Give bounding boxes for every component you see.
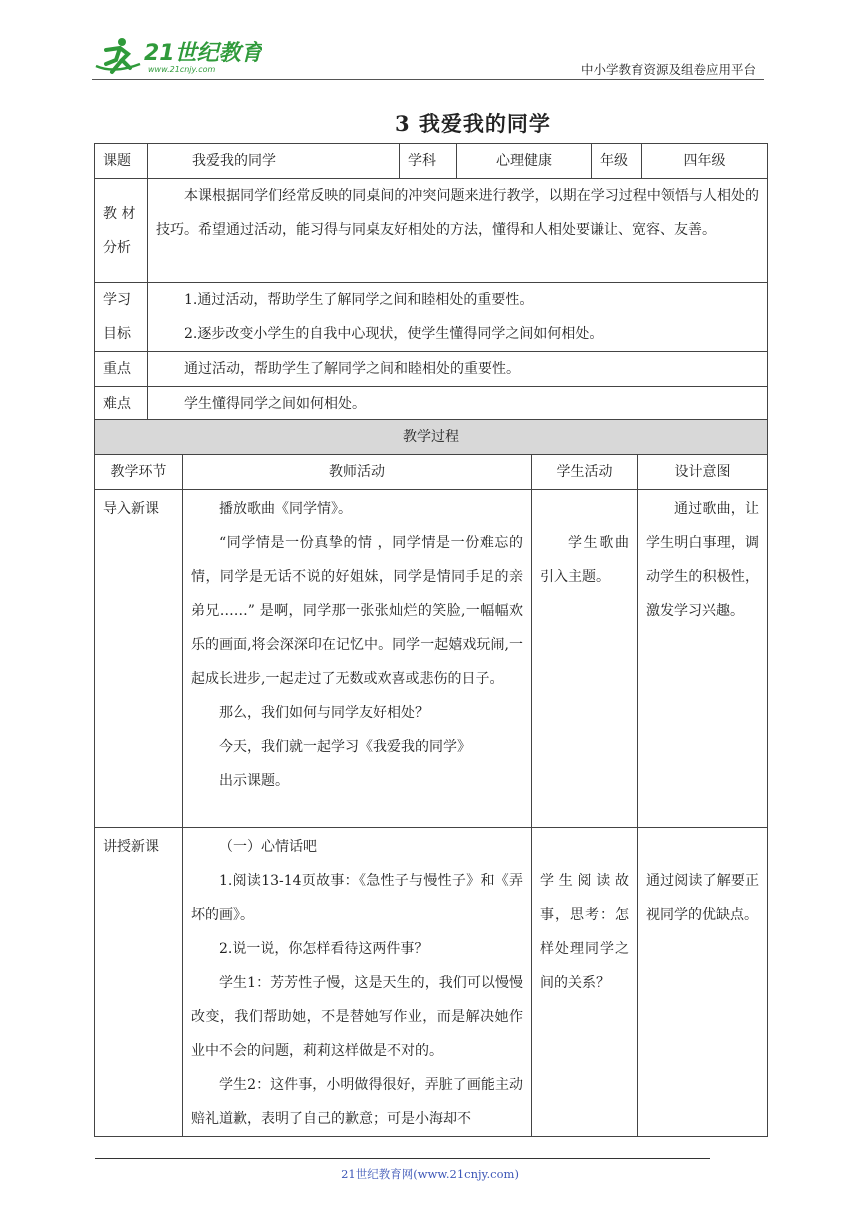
stage-intro: 导入新课 <box>95 490 183 828</box>
intro-p4: 今天，我们就一起学习《我爱我的同学》 <box>219 739 471 755</box>
stage-new: 讲授新课 <box>95 828 183 1137</box>
runner-icon <box>96 38 140 72</box>
intro-p5: 出示课题。 <box>219 773 289 789</box>
page-title: 3 我爱我的同学 <box>395 111 551 136</box>
intro-p1: 播放歌曲《同学情》。 <box>219 501 352 517</box>
col-intent: 设计意图 <box>638 455 768 490</box>
header-divider <box>92 79 764 80</box>
key-label: 重点 <box>95 352 148 387</box>
goal-2: 2.逐步改变小学生的自我中心现状，使学生懂得同学之间如何相处。 <box>184 326 604 342</box>
logo-text: 21世纪教育 <box>144 41 262 66</box>
footer-divider <box>95 1158 710 1159</box>
key-text: 通过活动，帮助学生了解同学之间和睦相处的重要性。 <box>184 361 520 377</box>
new-p4: 学生1：芳芳性子慢，这是天生的，我们可以慢慢改变，我们帮助她，不是替她写作业，而是解决她作业中不会的问题，莉莉这样做是不对的。 <box>191 975 523 1059</box>
site-logo <box>92 34 262 78</box>
process-table <box>94 419 768 1137</box>
goals-label: 学习 目标 <box>95 283 148 352</box>
info-table <box>94 143 768 422</box>
intro-intent: 通过歌曲，让学生明白事理，调动学生的积极性，激发学习兴趣。 <box>646 501 759 619</box>
difficulty-label: 难点 <box>95 387 148 422</box>
intro-student: 学生歌曲引入主题。 <box>540 535 629 585</box>
grade-value: 四年级 <box>642 144 768 179</box>
new-p2: 1.阅读13-14页故事：《急性子与慢性子》和《弄坏的画》。 <box>191 873 523 923</box>
new-p3: 2.说一说，你怎样看待这两件事？ <box>219 941 429 957</box>
grade-label: 年级 <box>592 144 642 179</box>
topic-value: 我爱我的同学 <box>148 144 400 179</box>
process-title: 教学过程 <box>95 420 768 455</box>
analysis-label: 教 材 分析 <box>95 179 148 283</box>
subject-label: 学科 <box>400 144 457 179</box>
logo-url: www.21cnjy.com <box>148 65 216 74</box>
new-student: 学生阅读故事，思考：怎样处理同学之间的关系？ <box>540 873 629 991</box>
col-student: 学生活动 <box>532 455 638 490</box>
footer-link[interactable]: 21世纪教育网(www.21cnjy.com) <box>341 1167 519 1181</box>
col-teacher: 教师活动 <box>183 455 532 490</box>
new-intent: 通过阅读了解要正视同学的优缺点。 <box>646 873 759 923</box>
intro-p3: 那么，我们如何与同学友好相处？ <box>219 705 429 721</box>
new-p5: 学生2：这件事，小明做得很好，弄脏了画能主动赔礼道歉，表明了自己的歉意；可是小海却不 <box>191 1077 523 1127</box>
difficulty-text: 学生懂得同学之间如何相处。 <box>184 396 366 412</box>
col-stage: 教学环节 <box>95 455 183 490</box>
goal-1: 1.通过活动，帮助学生了解同学之间和睦相处的重要性。 <box>184 292 534 308</box>
analysis-text: 本课根据同学们经常反映的同桌间的冲突问题来进行教学，以期在学习过程中领悟与人相处的技巧。希望通过活动，能习得与同桌友好相处的方法，懂得和人相处要谦让、宽容、友善。 <box>156 188 759 238</box>
intro-p2: “同学情是一份真挚的情 ，同学情是一份难忘的情，同学是无话不说的好姐妹，同学是情同手足的亲弟兄……” 是啊，同学那一张张灿烂的笑脸,一幅幅欢乐的画面,将会深深印在记忆中。同学一起嬉戏玩闹,一起成长进步,一起走过了无数或欢喜或悲伤的日子。 <box>191 535 523 687</box>
topic-label: 课题 <box>95 144 148 179</box>
subject-value: 心理健康 <box>457 144 592 179</box>
platform-name: 中小学教育资源及组卷应用平台 <box>580 62 756 77</box>
new-p1: （一）心情话吧 <box>219 839 317 855</box>
